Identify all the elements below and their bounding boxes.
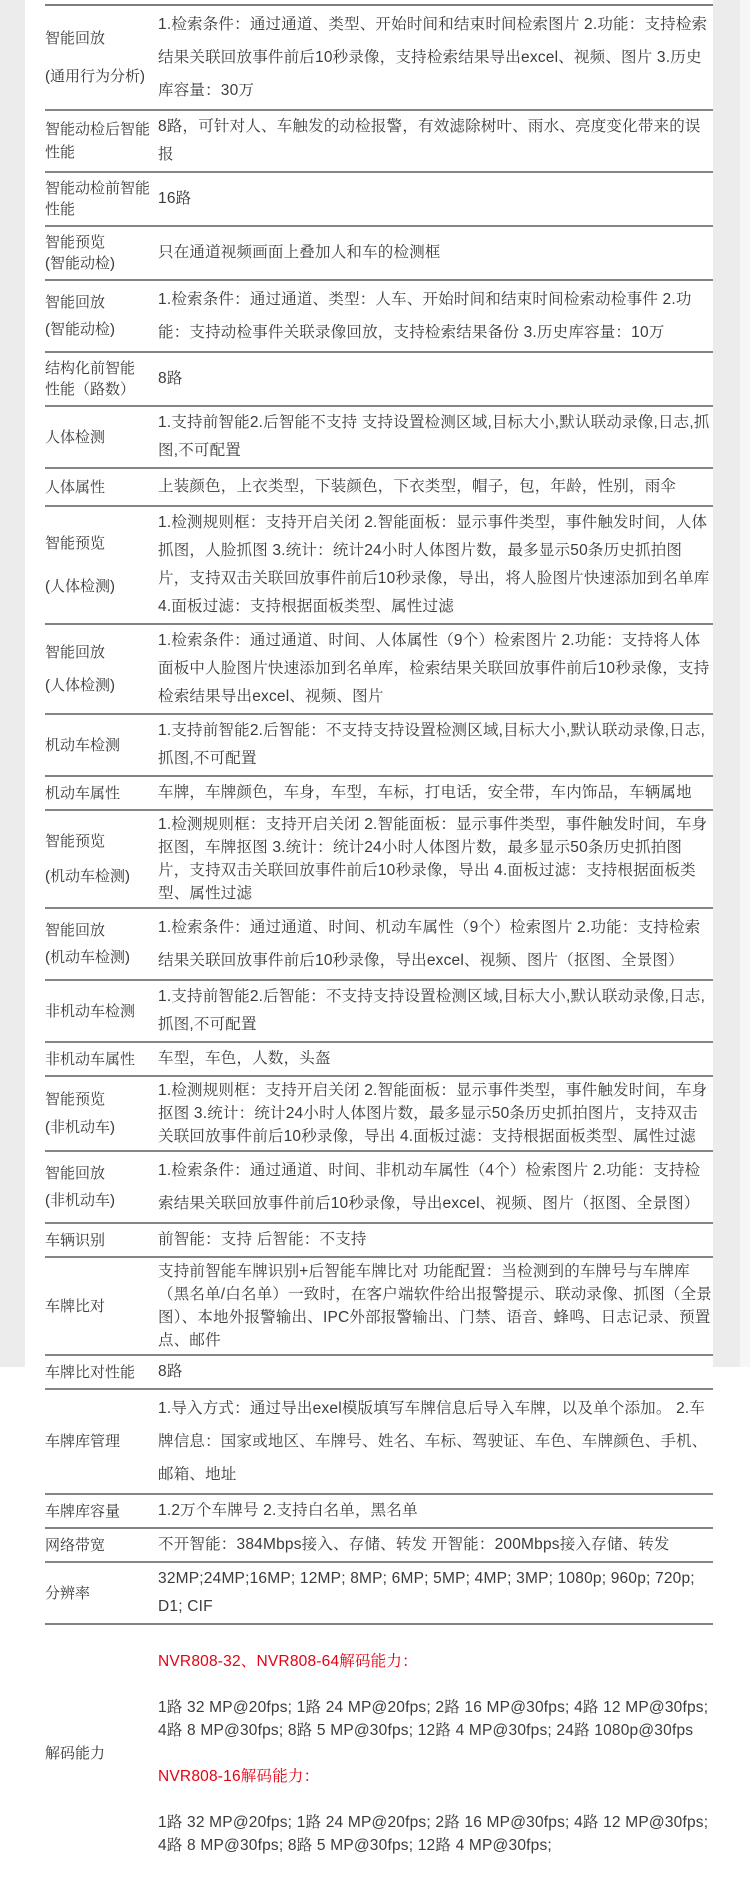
spec-row-vehicle-detection [45,715,713,777]
spec-value: 1.检索条件：通过通道、类型、开始时间和结束时间检索图片 2.功能：支持检索结果关联回放事件前后10秒录像，支持检索结果导出excel、视频、图片 3.历史库容量：30万 [152,8,713,107]
spec-label-line: 非机动车属性 [45,1049,152,1070]
spec-value: 1.检索条件：通过通道、时间、非机动车属性（4个）检索图片 2.功能：支持检索结果关联回放事件前后10秒录像，导出excel、视频、图片（抠图、全景图） [152,1154,713,1220]
spec-row-plate-library-management [45,1390,713,1495]
spec-row-nonmotor-detection [45,981,713,1043]
spec-label-line: 车牌比对 [45,1296,152,1317]
spec-label-line: 智能回放 [45,920,152,941]
spec-row-smart-playback-nonmotor [45,1152,713,1224]
decode-heading-nvr808-32-64: NVR808-32、NVR808-64解码能力： [158,1650,713,1673]
spec-row-vehicle-recognition [45,1224,713,1258]
spec-row-plate-library-capacity [45,1495,713,1529]
spec-label [45,779,152,807]
spec-label [45,627,152,711]
spec-label-line: 解码能力 [45,1743,152,1764]
spec-value: 1.2万个车牌号 2.支持白名单，黑名单 [152,1497,713,1525]
spec-label [45,1079,152,1148]
spec-value: 8路 [152,1358,713,1386]
spec-value: 车型，车色，人数，头盔 [152,1045,713,1073]
spec-label-subline: (智能动检) [45,253,152,274]
spec-label-subline: (通用行为分析) [45,66,152,87]
spec-label-line: 车牌库容量 [45,1501,152,1522]
spec-label-line: 智能预览 [45,1089,152,1110]
spec-value: 1.检索条件：通过通道、类型：人车、开始时间和结束时间检索动检事件 2.功能：支持动检事件关联录像回放，支持检索结果备份 3.历史库容量：10万 [152,283,713,349]
spec-label-line: 机动车检测 [45,735,152,756]
spec-row-smart-preview-human [45,507,713,625]
spec-row-plate-comparison [45,1258,713,1356]
spec-label-line: 智能动检前智能 [45,178,152,199]
spec-row-smart-playback-motion [45,281,713,353]
page-left-gutter [0,0,25,1367]
spec-label [45,1045,152,1073]
spec-label [45,1565,152,1621]
spec-label-line: 人体属性 [45,477,152,498]
spec-label-line: 智能预览 [45,831,152,852]
spec-value: 支持前智能车牌识别+后智能车牌比对 功能配置：当检测到的车牌号与车牌库（黑名单/白名单）一致时，在客户端软件给出报警提示、联动录像、抓图（全景图）、本地外报警输出、IPC外部报警输出、门禁、语音、蜂鸣、日志记录、预置点、邮件 [152,1260,713,1352]
spec-label [45,409,152,465]
spec-label-line: 机动车属性 [45,783,152,804]
spec-label [45,355,152,403]
spec-row-resolution [45,1563,713,1625]
spec-value: 8路 [152,365,713,393]
spec-label-line: 智能回放 [45,642,152,663]
spec-label [45,113,152,169]
spec-label-line: 非机动车检测 [45,1001,152,1022]
spec-label [45,471,152,503]
spec-label [45,1531,152,1559]
spec-row-pre-motion-perf [45,173,713,227]
spec-value: 1.检索条件：通过通道、时间、人体属性（9个）检索图片 2.功能：支持将人体面板中人脸图片快速添加到名单库，检索结果关联回放事件前后10秒录像，支持检索结果导出excel、视频、图片 [152,627,713,711]
spec-label-subline: 性能 [45,199,152,220]
spec-label-line: 人体检测 [45,427,152,448]
spec-label-line: 车牌比对性能 [45,1362,152,1383]
spec-label-line: 智能动检后智能 [45,119,152,140]
spec-value: 1.检测规则框：支持开启关闭 2.智能面板：显示事件类型，事件触发时间，车身抠图 3.统计：统计24小时人体图片数，最多显示50条历史抓拍图片，支持双击关联回放事件前后10秒录像，导出 4.面板过滤：支持根据面板类型、属性过滤 [152,1079,713,1148]
spec-label [45,283,152,349]
spec-value: 只在通道视频画面上叠加人和车的检测框 [152,239,713,267]
spec-row-vehicle-attributes [45,777,713,811]
spec-value: 1.检索条件：通过通道、时间、机动车属性（9个）检索图片 2.功能：支持检索结果关联回放事件前后10秒录像，导出excel、视频、图片（抠图、全景图） [152,911,713,977]
spec-value: 8路，可针对人、车触发的动检报警，有效滤除树叶、雨水、亮度变化带来的误报 [152,113,713,169]
spec-label [45,1392,152,1491]
spec-label-subline: 性能 [45,142,152,163]
spec-row-smart-playback-vehicle [45,909,713,981]
spec-label-line: 车辆识别 [45,1230,152,1251]
spec-row-human-attributes [45,469,713,507]
spec-label [45,229,152,277]
spec-row-network-bandwidth [45,1529,713,1563]
spec-label-subline: (非机动车) [45,1190,152,1211]
spec-label-subline: (人体检测) [45,675,152,696]
decode-detail-nvr808-16: 1路 32 MP@20fps; 1路 24 MP@20fps; 2路 16 MP@30fps; 4路 12 MP@30fps; 4路 8 MP@30fps; 8路 5 MP@30fps; 12路 4 MP@30fps; [158,1811,713,1857]
spec-row-smart-playback-behavior [45,6,713,111]
spec-label-line: 智能预览 [45,533,152,554]
spec-row-plate-comparison-perf [45,1356,713,1390]
spec-value: 1.检测规则框：支持开启关闭 2.智能面板：显示事件类型，事件触发时间，人体抓图，人脸抓图 3.统计：统计24小时人体图片数，最多显示50条历史抓拍图片，支持双击关联回放事件前后10秒录像，导出，将人脸图片快速添加到名单库 4.面板过滤：支持根据面板类型、属性过滤 [152,509,713,621]
spec-label [45,1497,152,1525]
spec-row-structured-pre-smart-perf [45,353,713,407]
spec-label [45,1226,152,1254]
spec-label [45,717,152,773]
spec-label-subline: (人体检测) [45,576,152,597]
page-right-edge [740,0,750,1367]
decode-heading-nvr808-16: NVR808-16解码能力： [158,1765,713,1788]
spec-value: 前智能：支持 后智能：不支持 [152,1226,713,1254]
spec-label [45,509,152,621]
spec-label-line: 智能预览 [45,232,152,253]
spec-row-nonmotor-attributes [45,1043,713,1077]
spec-value: 1.支持前智能2.后智能不支持 支持设置检测区域,目标大小,默认联动录像,日志,抓图,不可配置 [152,409,713,465]
spec-row-smart-preview-vehicle [45,811,713,909]
spec-value: 上装颜色，上衣类型，下装颜色，下衣类型，帽子，包，年龄，性别，雨伞 [152,473,713,501]
spec-label [45,1358,152,1386]
spec-row-smart-preview-nonmotor [45,1077,713,1152]
spec-label-subline: (非机动车) [45,1117,152,1138]
spec-value: 1.支持前智能2.后智能：不支持支持设置检测区域,目标大小,默认联动录像,日志,抓图,不可配置 [152,717,713,773]
spec-label [45,8,152,107]
spec-label-line: 智能回放 [45,28,152,49]
spec-row-smart-playback-human [45,625,713,715]
spec-label-line: 结构化前智能 [45,358,152,379]
spec-value: 车牌，车牌颜色，车身，车型，车标，打电话，安全带，车内饰品，车辆属地 [152,779,713,807]
spec-label-subline: (机动车检测) [45,866,152,887]
spec-value: 1.导入方式：通过导出exel模版填写车牌信息后导入车牌，以及单个添加。 2.车牌信息：国家或地区、车牌号、姓名、车标、驾驶证、车色、车牌颜色、手机、邮箱、地址 [152,1392,713,1491]
spec-row-decoding-capability [45,1625,713,1882]
spec-label-line: 分辨率 [45,1583,152,1604]
spec-label-line: 网络带宽 [45,1535,152,1556]
spec-label [45,813,152,905]
spec-value: 1.检测规则框：支持开启关闭 2.智能面板：显示事件类型，事件触发时间，车身抠图，车牌抠图 3.统计：统计24小时人体图片数，最多显示50条历史抓拍图片，支持双击关联回放事件前后10秒录像，导出 4.面板过滤：支持根据面板类型、属性过滤 [152,813,713,905]
spec-label [45,1260,152,1352]
spec-label-subline: (机动车检测) [45,947,152,968]
page-right-gutter [713,0,740,1367]
spec-row-post-motion-perf [45,111,713,173]
spec-label-line: 智能回放 [45,1163,152,1184]
spec-label-subline: (智能动检) [45,319,152,340]
spec-label [45,983,152,1039]
spec-row-smart-preview-motion [45,227,713,281]
spec-label [45,1627,152,1880]
spec-label [45,1154,152,1220]
spec-label-line: 车牌库管理 [45,1431,152,1452]
spec-value: 16路 [152,185,713,213]
spec-label [45,175,152,223]
spec-row-human-detection [45,407,713,469]
spec-value [152,1627,713,1880]
spec-label [45,911,152,977]
decode-detail-nvr808-32-64: 1路 32 MP@20fps; 1路 24 MP@20fps; 2路 16 MP@30fps; 4路 12 MP@30fps; 4路 8 MP@30fps; 8路 5 MP@30fps; 12路 4 MP@30fps; 24路 1080p@30fps [158,1696,713,1742]
spec-label-subline: 性能（路数） [45,379,152,400]
spec-value: 32MP;24MP;16MP; 12MP; 8MP; 6MP; 5MP; 4MP; 3MP; 1080p; 960p; 720p; D1; CIF [152,1565,713,1621]
spec-value: 不开智能：384Mbps接入、存储、转发 开智能：200Mbps接入存储、转发 [152,1531,713,1559]
spec-label-line: 智能回放 [45,292,152,313]
spec-value: 1.支持前智能2.后智能：不支持支持设置检测区域,目标大小,默认联动录像,日志,抓图,不可配置 [152,983,713,1039]
spec-table [45,4,713,1882]
